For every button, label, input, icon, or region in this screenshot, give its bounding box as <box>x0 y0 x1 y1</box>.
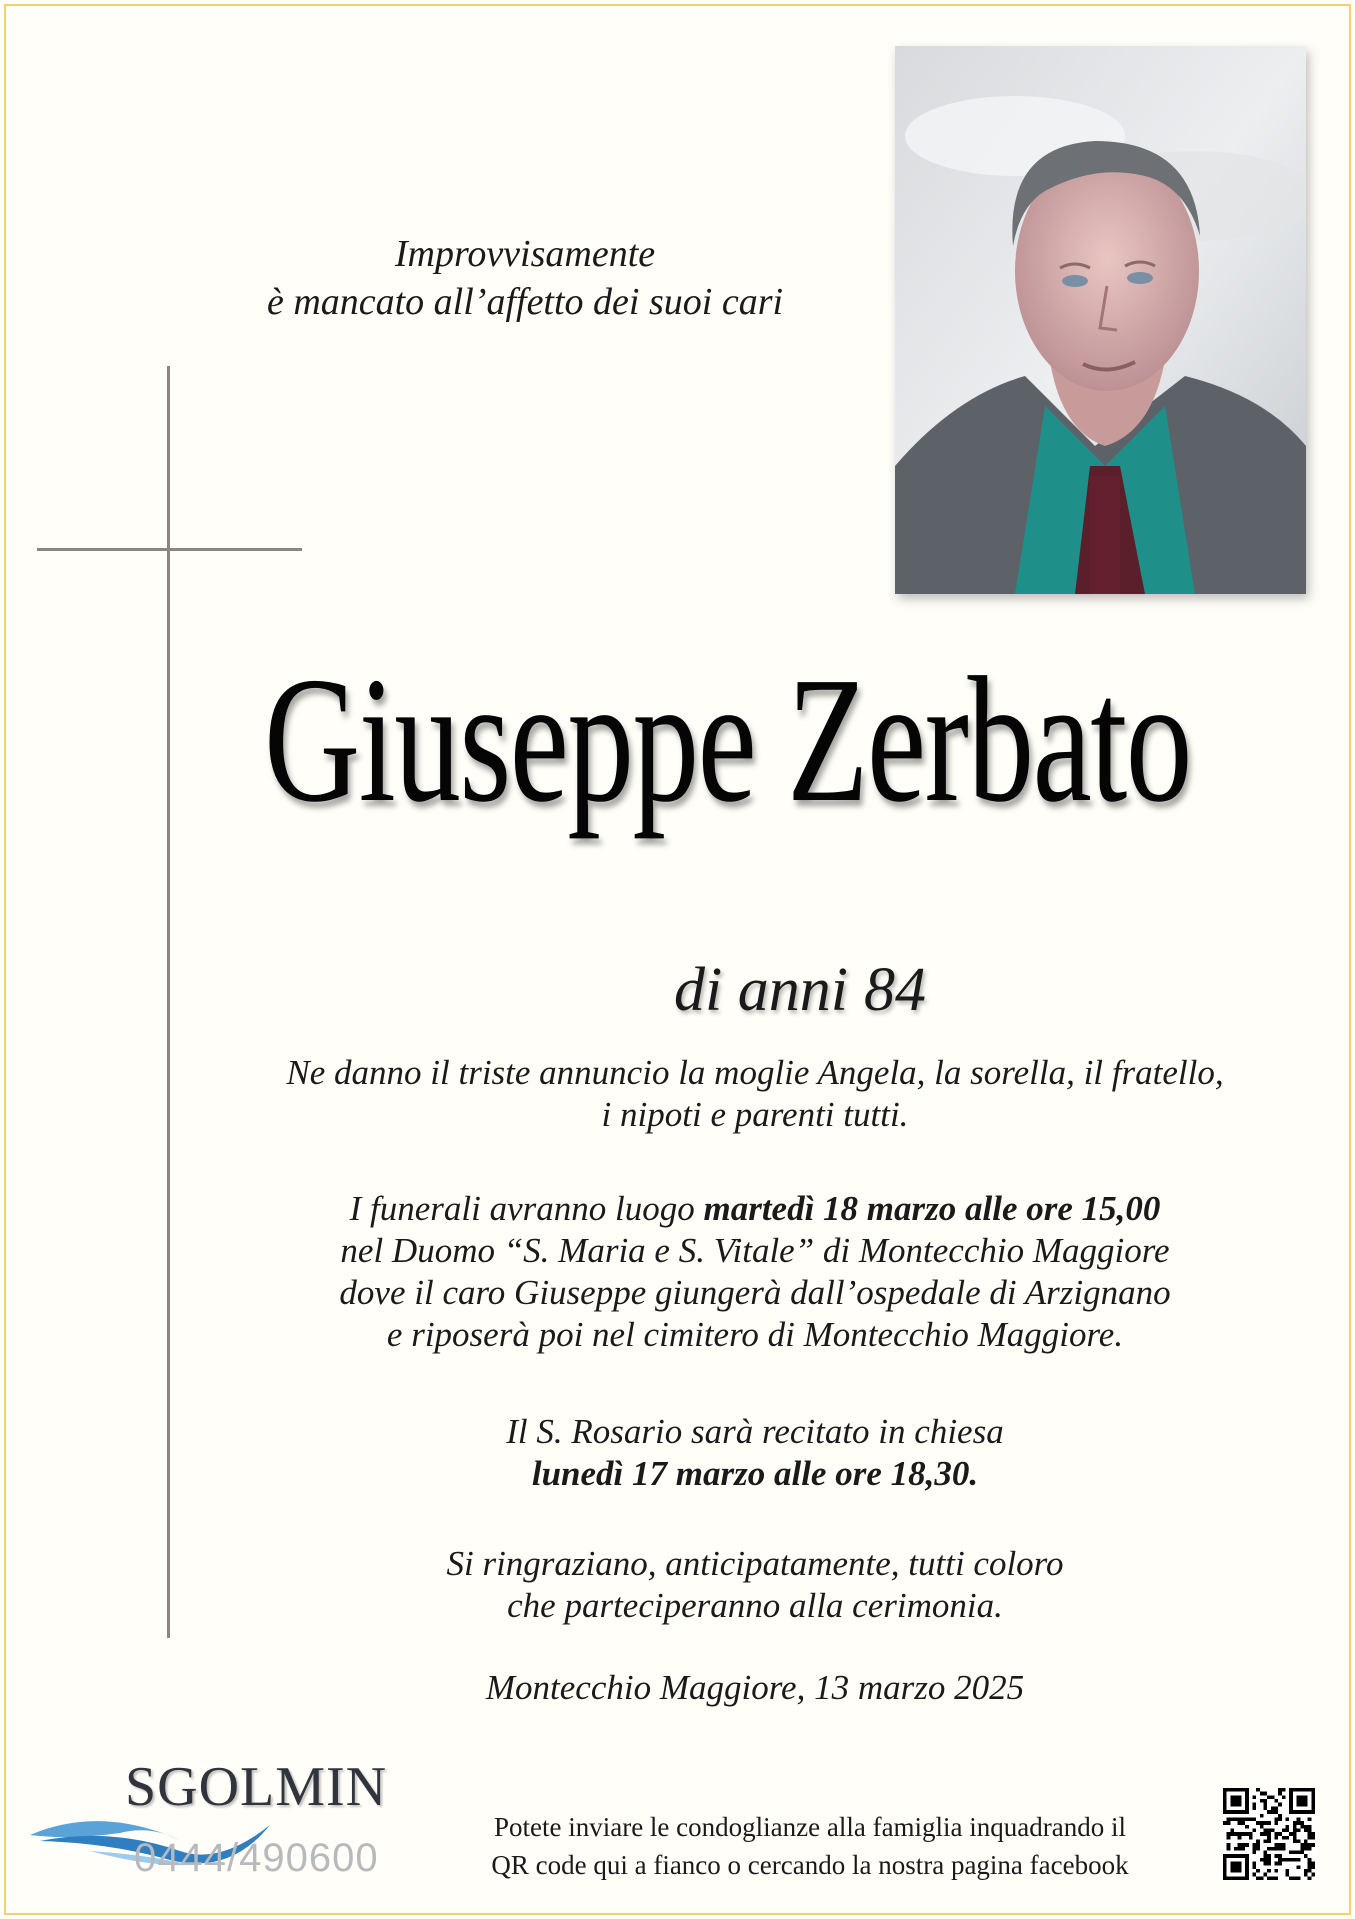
intro-line-2: è mancato all’affetto dei suoi cari <box>266 281 784 323</box>
family-line-1: Ne danno il triste annuncio la moglie Angela, la sorella, il fratello, <box>286 1053 1224 1092</box>
family-announcement <box>255 1052 1255 1136</box>
intro-text <box>150 230 900 326</box>
funeral-line-1-prefix: I funerali avranno luogo <box>349 1189 704 1228</box>
rosary-details <box>255 1411 1255 1495</box>
cross-vertical-bar <box>167 366 170 1638</box>
funeral-line-1 <box>255 1188 1255 1230</box>
funeral-line-2: nel Duomo “S. Maria e S. Vitale” di Montecchio Maggiore <box>340 1231 1170 1270</box>
place-and-date <box>255 1667 1255 1709</box>
age-value: 84 <box>863 956 926 1024</box>
condolences-line-2: QR code qui a fianco o cercando la nostra pagina facebook <box>491 1850 1129 1880</box>
portrait-photo <box>895 46 1306 594</box>
cross-horizontal-bar <box>37 548 302 551</box>
condolences-note <box>440 1808 1180 1884</box>
condolences-line-1: Potete inviare le condoglianze alla famiglia inquadrando il <box>493 1812 1127 1842</box>
thanks-text <box>255 1543 1255 1627</box>
funeral-details <box>255 1188 1255 1356</box>
agency-logo <box>30 1755 410 1895</box>
thanks-line-2: che parteciperanno alla cerimonia. <box>507 1586 1003 1625</box>
deceased-name: Giuseppe Zerbato <box>264 640 1191 839</box>
intro-line-1: Improvvisamente <box>394 233 656 275</box>
age-prefix: di anni <box>674 956 848 1024</box>
agency-phone[interactable]: 0444/490600 <box>134 1836 379 1880</box>
agency-name: SGOLMIN <box>125 1756 388 1818</box>
thanks-line-1: Si ringraziano, anticipatamente, tutti coloro <box>446 1544 1064 1583</box>
place-date-line: Montecchio Maggiore, 13 marzo 2025 <box>485 1668 1025 1707</box>
rosary-line-1: Il S. Rosario sarà recitato in chiesa <box>506 1412 1004 1451</box>
family-line-2: i nipoti e parenti tutti. <box>601 1095 909 1134</box>
qr-code-icon[interactable] <box>1223 1788 1315 1880</box>
rosary-date-time: lunedì 17 marzo alle ore 18,30. <box>531 1454 979 1493</box>
funeral-date-time: martedì 18 marzo alle ore 15,00 <box>703 1189 1161 1228</box>
age-line <box>500 955 1100 1025</box>
funeral-line-3: dove il caro Giuseppe giungerà dall’ospedale di Arzignano <box>339 1273 1171 1312</box>
funeral-line-4: e riposerà poi nel cimitero di Montecchio Maggiore. <box>386 1315 1124 1354</box>
